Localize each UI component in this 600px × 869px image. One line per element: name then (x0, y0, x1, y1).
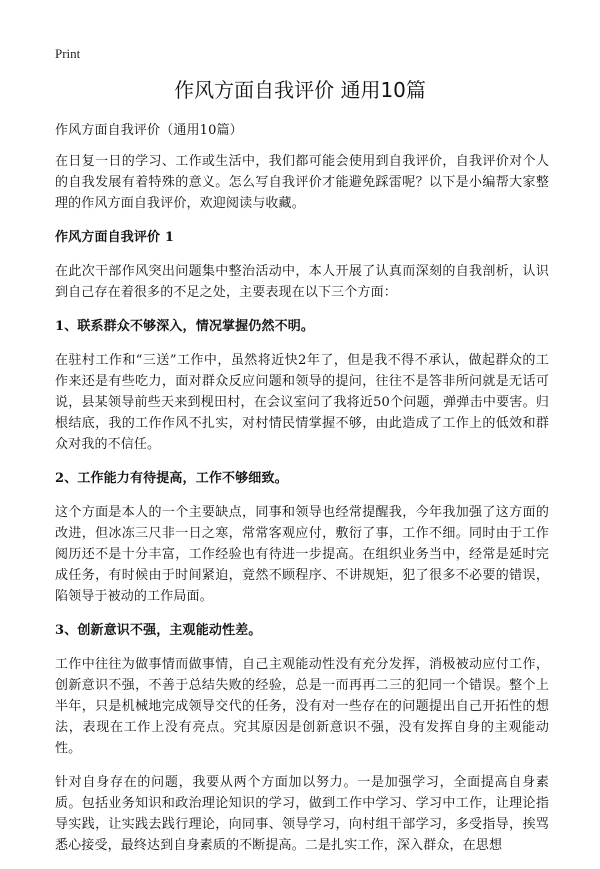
intro-paragraph: 在日复一日的学习、工作或生活中，我们都可能会使用到自我评价，自我评价对个人的自我发展有着特殊的意义。怎么写自我评价才能避免踩雷呢？以下是小编帮大家整理的作风方面自我评价，欢迎阅读与收藏。 (55, 154, 549, 211)
document-subtitle: 作风方面自我评价（通用10篇） (55, 123, 243, 138)
section-intro-paragraph: 在此次干部作风突出问题集中整治活动中，本人开展了认真而深刻的自我剖析，认识到自己存在着很多的不足之处，主要表现在以下三个方面： (55, 264, 549, 300)
point-body-1: 在驻村工作和“三送”工作中，虽然将近快2年了，但是我不得不承认，做起群众的工作来还是有些吃力，面对群众反应问题和领导的提问，往往不是答非所问就是无话可说，县某领导前些天来到枧田村，在会议室问了我将近50个问题，弹弹击中要害。归根结底，我的工作作风不扎实，对村情民情掌握不够，由此造成了工作上的低效和群众对我的不信任。 (55, 353, 549, 452)
point-body-3: 工作中往往为做事情而做事情，自己主观能动性没有充分发挥，消极被动应付工作，创新意识不强，不善于总结失败的经验，总是一而再再二三的犯同一个错误。整个上半年，只是机械地完成领导交代的任务，没有对一些存在的问题提出自己开拓性的想法，表现在工作上没有亮点。究其原因是创新意识不强，没有发挥自身的主观能动性。 (55, 657, 549, 756)
section-heading: 作风方面自我评价 1 (55, 230, 175, 245)
point-body-2: 这个方面是本人的一个主要缺点，同事和领导也经常提醒我，今年我加强了这方面的改进，但冰冻三尺非一日之寒，常常客观应付，敷衍了事，工作不细。同时由于工作阅历还不是十分丰富，工作经验也有待进一步提高。在组织业务当中，经常是延时完成任务，有时候由于时间紧迫，竟然不顾程序、不讲规矩，犯了很多不必要的错误，陷领导于被动的工作局面。 (55, 505, 549, 604)
document-title: 作风方面自我评价 通用10篇 (174, 78, 426, 102)
document-body (55, 120, 549, 869)
point-heading-2: 2、工作能力有待提高，工作不够细致。 (55, 471, 288, 486)
point-heading-1: 1、联系群众不够深入，情况掌握仍然不明。 (55, 319, 315, 334)
point-heading-3: 3、创新意识不强，主观能动性差。 (55, 623, 262, 638)
closing-paragraph: 针对自身存在的问题，我要从两个方面加以努力。一是加强学习，全面提高自身素质。包括业务知识和政治理论知识的学习，做到工作中学习、学习中工作，让理论指导实践，让实践去践行理论，向同事、领导学习，向村组干部学习，多受指导，挨骂悉心接受，最终达到自身素质的不断提高。二是扎实工作，深入群众，在思想 (55, 775, 549, 853)
print-link[interactable]: Print (55, 46, 81, 61)
